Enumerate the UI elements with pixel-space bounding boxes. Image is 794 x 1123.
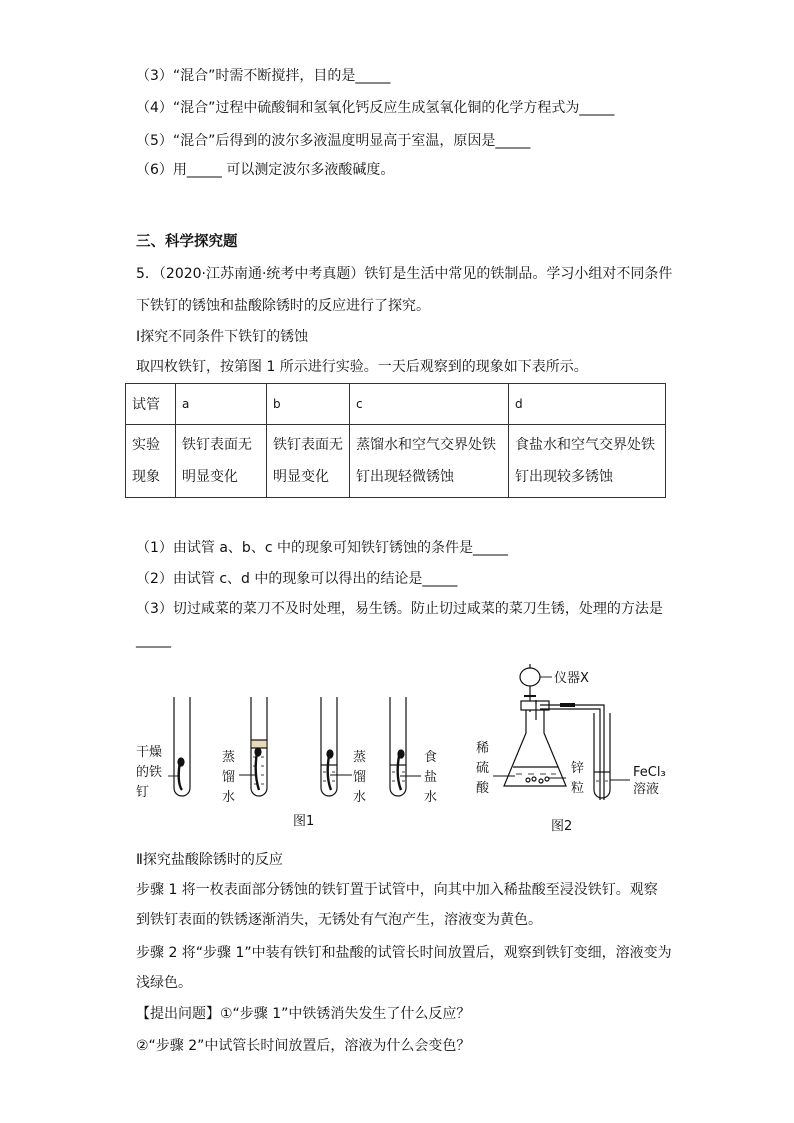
step2-line1: 步骤 2 将“步骤 1”中装有铁钉和盐酸的试管长时间放置后，观察到铁钉变细，溶液变为 xyxy=(136,945,672,961)
question-line2: ②“步骤 2”中试管长时间放置后，溶液为什么会变色？ xyxy=(136,1038,471,1054)
fig2-label-acid: 硫 xyxy=(476,761,490,776)
step1-line1: 步骤 1 将一枚表面部分锈蚀的铁钉置于试管中，向其中加入稀盐酸至浸没铁钉。观察 xyxy=(136,882,658,898)
subquestion-1: （1）由试管 a、b、c 中的现象可知铁钉锈蚀的条件是_____ xyxy=(136,540,508,556)
subquestion-3-blank: _____ xyxy=(136,632,171,648)
question-6: （6）用_____ 可以测定波尔多液酸碱度。 xyxy=(136,162,395,178)
fig2-caption: 图2 xyxy=(551,819,573,834)
table-cell-line: 现象 xyxy=(132,469,160,485)
table-cell-line: 钉出现轻微锈蚀 xyxy=(356,469,454,485)
fig1-label-water2: 蒸 xyxy=(353,750,367,765)
question-3: （3）“混合”时需不断搅拌，目的是_____ xyxy=(136,68,391,84)
subquestion-3: （3）切过咸菜的菜刀不及时处理，易生锈。防止切过咸菜的菜刀生锈，处理的方法是 xyxy=(136,601,663,617)
fig1-label-dry: 钉 xyxy=(136,785,150,800)
fig1-label-water2: 水 xyxy=(353,790,367,805)
table-cell-line: 钉出现较多锈蚀 xyxy=(515,469,613,485)
fig2-label-zinc: 锌 xyxy=(571,761,585,776)
subquestion-2: （2）由试管 c、d 中的现象可以得出的结论是_____ xyxy=(136,571,458,587)
fig1-label-water1: 蒸 xyxy=(222,750,236,765)
fig2-label-fecl3: FeCl₃ xyxy=(633,765,666,780)
test-tube-b xyxy=(239,697,267,796)
fig1-label-dry: 的铁 xyxy=(136,765,163,780)
part2-title: Ⅱ探究盐酸除锈时的反应 xyxy=(136,852,283,868)
fig2-label-instrument: 仪器X xyxy=(554,671,589,686)
table-cell-line: 实验 xyxy=(132,437,160,453)
fig1-label-salt: 水 xyxy=(424,790,438,805)
fig1-label-salt: 盐 xyxy=(424,770,438,785)
step1-line2: 到铁钉表面的铁锈逐渐消失，无锈处有气泡产生，溶液变为黄色。 xyxy=(136,912,542,928)
table-cell-line: 铁钉表面无 xyxy=(182,437,252,453)
part1-desc: 取四枚铁钉，按第图 1 所示进行实验。一天后观察到的现象如下表所示。 xyxy=(136,359,588,375)
q5-intro-line2: 下铁钉的锈蚀和盐酸除锈时的反应进行了探究。 xyxy=(136,298,430,314)
test-tube-a xyxy=(168,697,190,796)
fig2-label-zinc: 粒 xyxy=(571,781,585,796)
table-cell-line: 铁钉表面无 xyxy=(273,437,343,453)
q5-intro-line1: 5．（2020·江苏南通·统考中考真题）铁钉是生活中常见的铁制品。学习小组对不同条件 xyxy=(136,266,673,282)
table-header-cell: b xyxy=(267,384,350,425)
fig1-label-dry: 干燥 xyxy=(136,745,163,760)
fig2-label-acid: 酸 xyxy=(476,781,490,796)
table-cell-line: 食盐水和空气交界处铁 xyxy=(515,437,655,453)
fig1-label-water1: 馏 xyxy=(222,770,236,785)
fig1-label-salt: 食 xyxy=(424,750,438,765)
part1-title: Ⅰ探究不同条件下铁钉的锈蚀 xyxy=(136,329,309,345)
table-header-cell: 试管 xyxy=(126,384,176,425)
step2-line2: 浅绿色。 xyxy=(136,975,192,991)
figure1 xyxy=(168,697,421,796)
question-line1: 【提出问题】①“步骤 1”中铁锈消失发生了什么反应？ xyxy=(136,1006,471,1022)
table-header-cell: c xyxy=(350,384,509,425)
fig2-label-solution: 溶液 xyxy=(633,782,660,797)
table-cell-line: 明显变化 xyxy=(273,469,329,485)
table-cell-line: 明显变化 xyxy=(182,469,238,485)
table-header-cell: d xyxy=(509,384,666,425)
section-title: 三、科学探究题 xyxy=(136,234,238,250)
table-cell-line: 蒸馏水和空气交界处铁 xyxy=(356,437,496,453)
question-5: （5）“混合”后得到的波尔多液温度明显高于室温，原因是_____ xyxy=(136,133,531,149)
fig1-label-water1: 水 xyxy=(222,790,236,805)
fig2-label-acid: 稀 xyxy=(476,741,490,756)
table-header-cell: a xyxy=(176,384,267,425)
question-4: （4）“混合”过程中硫酸铜和氢氧化钙反应生成氢氧化铜的化学方程式为_____ xyxy=(136,100,615,116)
fig1-label-water2: 馏 xyxy=(353,770,367,785)
fig1-caption: 图1 xyxy=(293,814,315,829)
